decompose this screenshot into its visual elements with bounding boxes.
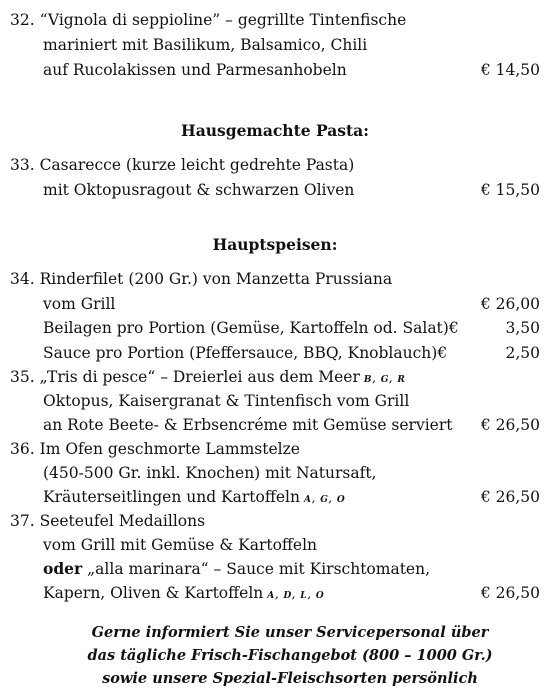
item-33-line-2: mit Oktopusragout & schwarzen Oliven	[43, 181, 355, 199]
heading-main-courses: Hauptspeisen:	[212, 235, 338, 254]
item-36-line-1: 36. Im Ofen geschmorte Lammstelze	[10, 440, 300, 458]
item-32-price: € 14,50	[480, 61, 540, 79]
item-35-line-1	[10, 366, 406, 391]
item-37-price: € 26,50	[480, 584, 540, 602]
item-36-line-2: (450-500 Gr. inkl. Knochen) mit Natursaft,	[43, 464, 377, 482]
footer-line-3: sowie unsere Spezial-Fleischsorten persönlich	[102, 670, 478, 687]
item-33-price: € 15,50	[480, 181, 540, 199]
item-32-line-2: mariniert mit Basilikum, Balsamico, Chili	[43, 36, 368, 54]
item-37-line-3-text: „alla marinara“ – Sauce mit Kirschtomaten,	[82, 560, 431, 578]
item-37-allergens: A, D, L, O	[267, 591, 325, 601]
item-37-line-4-text: Kapern, Oliven & Kartoffeln	[43, 584, 264, 602]
item-37-oder: oder	[43, 559, 83, 578]
item-36-price: € 26,50	[480, 488, 540, 506]
item-37-line-3	[43, 558, 430, 580]
item-35-allergens: B, G, R	[363, 375, 406, 385]
item-36-allergens: A, G, O	[303, 495, 346, 505]
item-35-price: € 26,50	[480, 416, 540, 434]
item-36-line-3	[43, 486, 346, 511]
item-37-line-4	[43, 582, 325, 607]
footer-line-1: Gerne informiert Sie unser Servicepersonal über	[91, 624, 489, 641]
item-37-line-1: 37. Seeteufel Medaillons	[10, 512, 206, 530]
item-37-line-2: vom Grill mit Gemüse & Kartoffeln	[43, 536, 318, 554]
item-35-line-2: Oktopus, Kaisergranat & Tintenfisch vom Grill	[43, 392, 410, 410]
item-34-price: € 26,00	[480, 295, 540, 313]
item-35-line-3: an Rote Beete- & Erbsencréme mit Gemüse serviert	[43, 416, 453, 434]
item-34-side-1-price: 3,50	[505, 319, 540, 337]
item-34-side-1: Beilagen pro Portion (Gemüse, Kartoffeln od. Salat)€	[43, 319, 459, 337]
item-34-side-2-price: 2,50	[505, 344, 540, 362]
item-33-line-1: 33. Casarecce (kurze leicht gedrehte Pasta)	[10, 156, 355, 174]
item-34-side-2: Sauce pro Portion (Pfeffersauce, BBQ, Knoblauch)€	[43, 344, 448, 362]
heading-pasta: Hausgemachte Pasta:	[181, 121, 369, 140]
item-34-line-1: 34. Rinderfilet (200 Gr.) von Manzetta Prussiana	[10, 270, 393, 288]
item-36-line-3-text: Kräuterseitlingen und Kartoffeln	[43, 488, 300, 506]
item-35-title: 35. „Tris di pesce“ – Dreierlei aus dem Meer	[10, 368, 360, 386]
item-32-line-3: auf Rucolakissen und Parmesanhobeln	[43, 61, 347, 79]
item-34-line-2: vom Grill	[43, 295, 116, 313]
item-32-line-1: 32. “Vignola di seppioline” – gegrillte Tintenfische	[10, 11, 407, 29]
footer-line-2: das tägliche Frisch-Fischangebot (800 – 1000 Gr.)	[87, 647, 493, 664]
